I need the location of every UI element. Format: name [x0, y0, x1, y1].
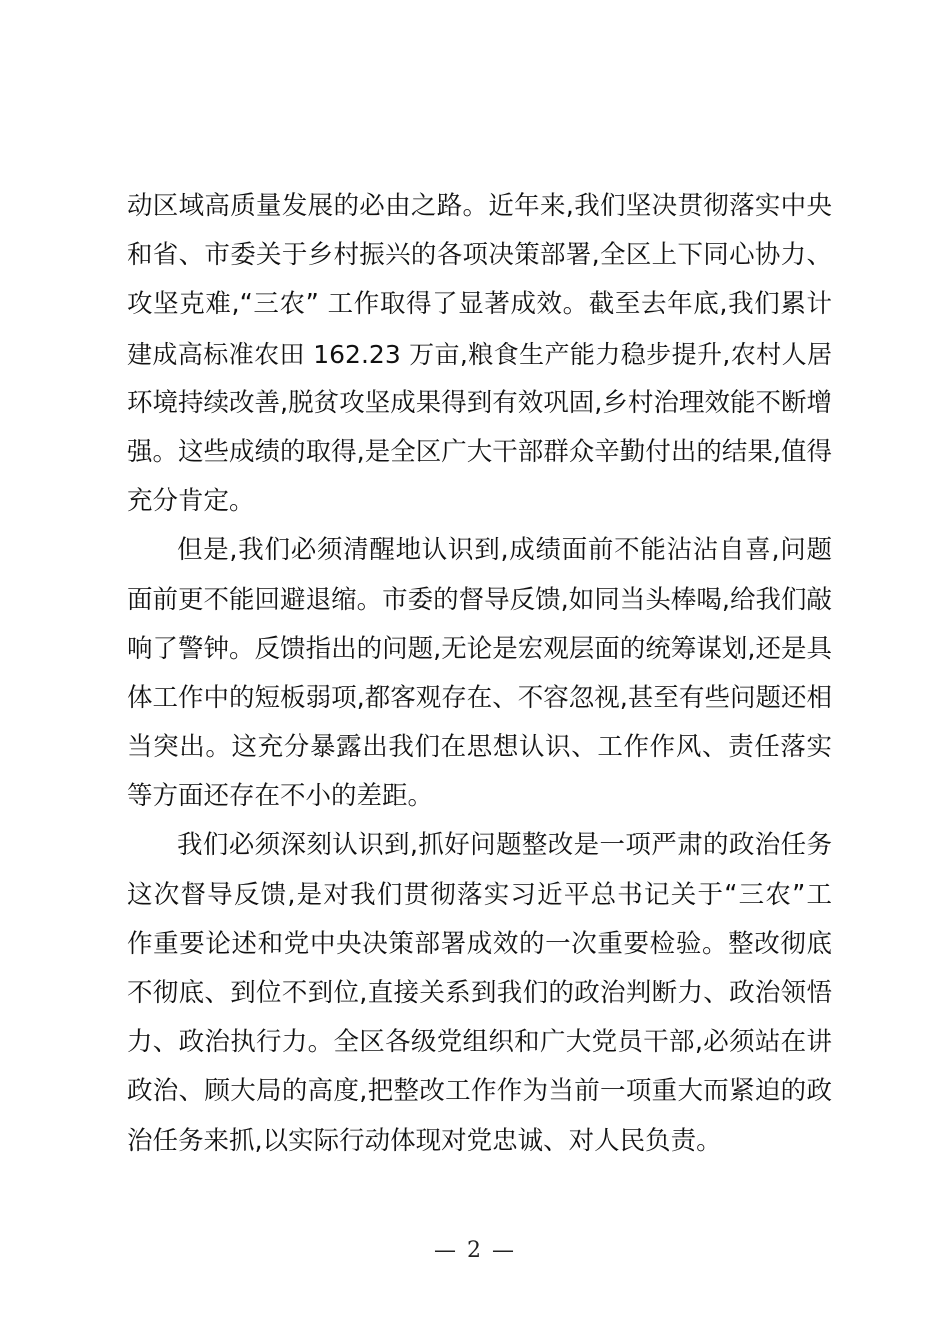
text-line: 和省、市委关于乡村振兴的各项决策部署,全区上下同心协力、: [127, 240, 832, 271]
text-line: 强。这些成绩的取得,是全区广大干部群众辛勤付出的结果,值得: [127, 436, 832, 467]
text-line: 不彻底、到位不到位,直接关系到我们的政治判断力、政治领悟: [127, 978, 832, 1008]
text-line: 动区域高质量发展的必由之路。近年来,我们坚决贯彻落实中央: [127, 191, 832, 221]
text-line: 建成高标准农田 162.23 万亩,粮食生产能力稳步提升,农村人居: [127, 339, 832, 369]
text-line: 但是,我们必须清醒地认识到,成绩面前不能沾沾自喜,问题: [177, 535, 832, 566]
text-line: 充分肯定。: [127, 486, 255, 517]
text-line: 力、政治执行力。全区各级党组织和广大党员干部,必须站在讲: [127, 1027, 832, 1058]
text-line: 我们必须深刻认识到,抓好问题整改是一项严肃的政治任务: [177, 830, 832, 861]
text-line: 体工作中的短板弱项,都客观存在、不容忽视,甚至有些问题还相: [127, 682, 832, 713]
text-line: 治任务来抓,以实际行动体现对党忠诚、对人民负责。: [127, 1125, 722, 1156]
body-text: [127, 182, 832, 1166]
text-line: 政治、顾大局的高度,把整改工作作为当前一项重大而紧迫的政: [127, 1076, 832, 1107]
paragraph-1: [127, 182, 832, 526]
text-line: 面前更不能回避退缩。市委的督导反馈,如同当头棒喝,给我们敲: [127, 584, 832, 615]
paragraph-2: [127, 526, 832, 821]
text-line: 等方面还存在不小的差距。: [127, 781, 434, 812]
paragraph-3: [127, 821, 832, 1165]
text-line: 这次督导反馈,是对我们贯彻落实习近平总书记关于“三农”工: [127, 879, 832, 910]
text-line: 环境持续改善,脱贫攻坚成果得到有效巩固,乡村治理效能不断增: [127, 387, 832, 418]
text-line: 当突出。这充分暴露出我们在思想认识、工作作风、责任落实: [127, 732, 832, 763]
text-line: 响了警钟。反馈指出的问题,无论是宏观层面的统筹谋划,还是具: [127, 633, 832, 664]
page-number: — 2 —: [434, 1238, 516, 1263]
text-line: 作重要论述和党中央决策部署成效的一次重要检验。整改彻底: [127, 928, 832, 959]
text-line: 攻坚克难,“三农” 工作取得了显著成效。截至去年底,我们累计: [127, 289, 832, 320]
